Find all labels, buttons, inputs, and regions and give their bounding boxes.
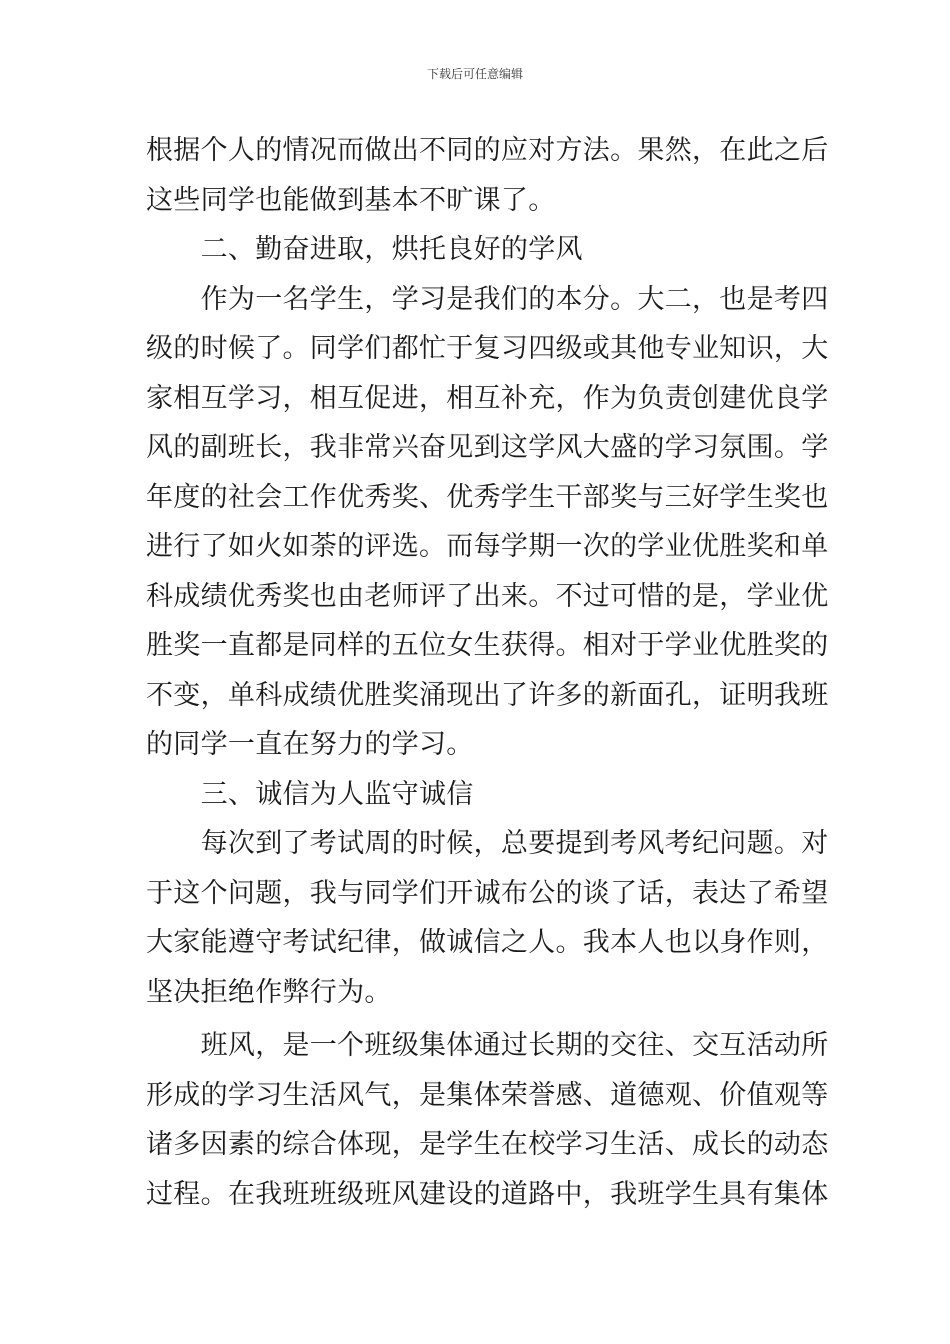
section-heading: 二、勤奋进取，烘托良好的学风 xyxy=(146,234,583,265)
page-header: 下载后可任意编辑 xyxy=(426,67,523,81)
text-line: 的同学一直在努力的学习。 xyxy=(146,729,474,760)
text-line: 根据个人的情况而做出不同的应对方法。果然，在此之后 xyxy=(146,135,829,166)
text-line: 年度的社会工作优秀奖、优秀学生干部奖与三好学生奖也 xyxy=(146,481,829,513)
text-line: 班风，是一个班级集体通过长期的交往、交互活动所 xyxy=(146,1030,829,1061)
text-line: 过程。在我班班级班风建设的道路中，我班学生具有集体 xyxy=(146,1178,829,1210)
text-line: 家相互学习，相互促进，相互补充，作为负责创建优良学 xyxy=(146,382,829,414)
document-body xyxy=(146,126,829,1219)
text-line: 诸多因素的综合体现，是学生在校学习生活、成长的动态 xyxy=(146,1129,829,1160)
text-line: 进行了如火如荼的评选。而每学期一次的学业优胜奖和单 xyxy=(146,531,829,562)
text-line: 风的副班长，我非常兴奋见到这学风大盛的学习氛围。学 xyxy=(146,432,829,463)
text-line: 胜奖一直都是同样的五位女生获得。相对于学业优胜奖的 xyxy=(146,630,829,661)
text-line: 坚决拒绝作弊行为。 xyxy=(146,976,392,1008)
text-line: 级的时候了。同学们都忙于复习四级或其他专业知识，大 xyxy=(146,333,829,364)
text-line: 科成绩优秀奖也由老师评了出来。不过可惜的是，学业优 xyxy=(146,580,829,612)
text-line: 形成的学习生活风气，是集体荣誉感、道德观、价值观等 xyxy=(146,1079,829,1111)
text-line: 不变，单科成绩优胜奖涌现出了许多的新面孔，证明我班 xyxy=(146,679,829,711)
section-heading: 三、诚信为人监守诚信 xyxy=(146,778,474,810)
text-line: 于这个问题，我与同学们开诚布公的谈了话，表达了希望 xyxy=(146,877,829,909)
text-line: 这些同学也能做到基本不旷课了。 xyxy=(146,184,556,216)
text-line: 每次到了考试周的时候，总要提到考风考纪问题。对 xyxy=(146,828,829,859)
text-line: 作为一名学生，学习是我们的本分。大二，也是考四 xyxy=(146,283,829,315)
text-line: 大家能遵守考试纪律，做诚信之人。我本人也以身作则， xyxy=(146,927,829,958)
